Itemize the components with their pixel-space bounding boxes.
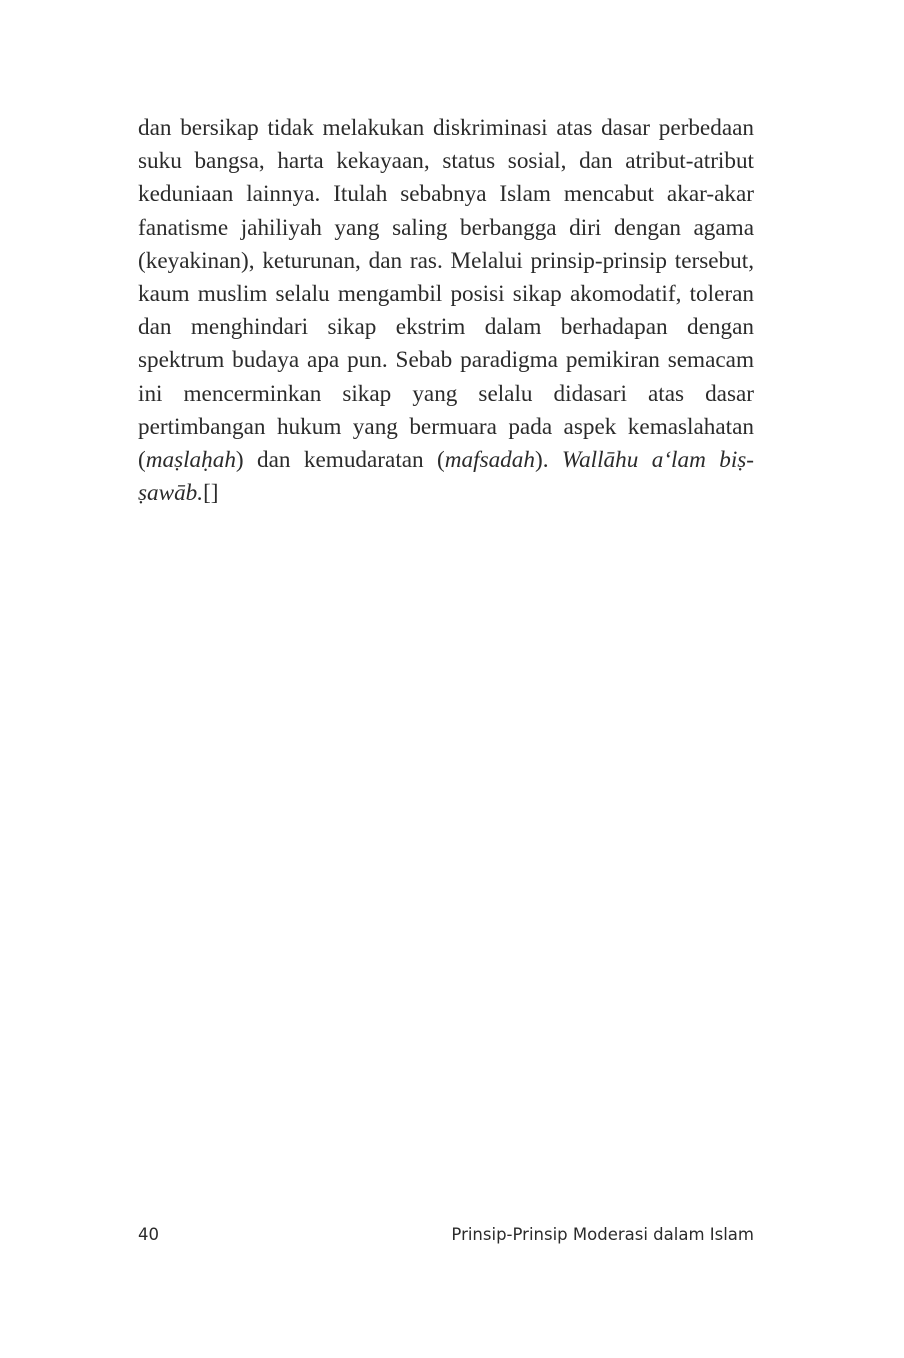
italic-term-maslahah: maṣlaḥah: [145, 447, 236, 474]
paragraph-text: dan bersikap tidak melakukan diskriminasi atas dasar perbedaan suku bangsa, harta kekayaan, status sosial, dan atribut-atribut keduniaan lainnya. Itulah sebabnya Islam mencabut akar-akar fanatisme jahiliyah yang saling berbangga diri dengan agama (keyakinan), keturunan, dan ras. Melalui prinsip-prinsip tersebut, kaum muslim selalu mengambil posisi sikap akomodatif, toleran dan menghindari sikap ekstrim dalam berhadapan dengan spektrum budaya apa pun. Sebab paradigma pemikiran semacam ini mencerminkan sikap yang selalu didasari atas dasar pertimbangan hukum yang bermuara pada aspek kemaslahatan (: [138, 115, 754, 474]
italic-term-mafsadah: mafsadah: [444, 447, 535, 474]
paragraph-text: ) dan kemudaratan (: [235, 447, 445, 474]
end-mark: []: [203, 480, 219, 507]
page-footer: [138, 1222, 754, 1248]
closing-phrase: Wallāhu a‘lam biṣ-ṣawāb.: [138, 447, 755, 507]
paragraph-text: ).: [534, 447, 562, 474]
body-paragraph: [138, 112, 754, 510]
running-title: Prinsip-Prinsip Moderasi dalam Islam: [451, 1225, 754, 1244]
page-number: 40: [138, 1225, 159, 1244]
